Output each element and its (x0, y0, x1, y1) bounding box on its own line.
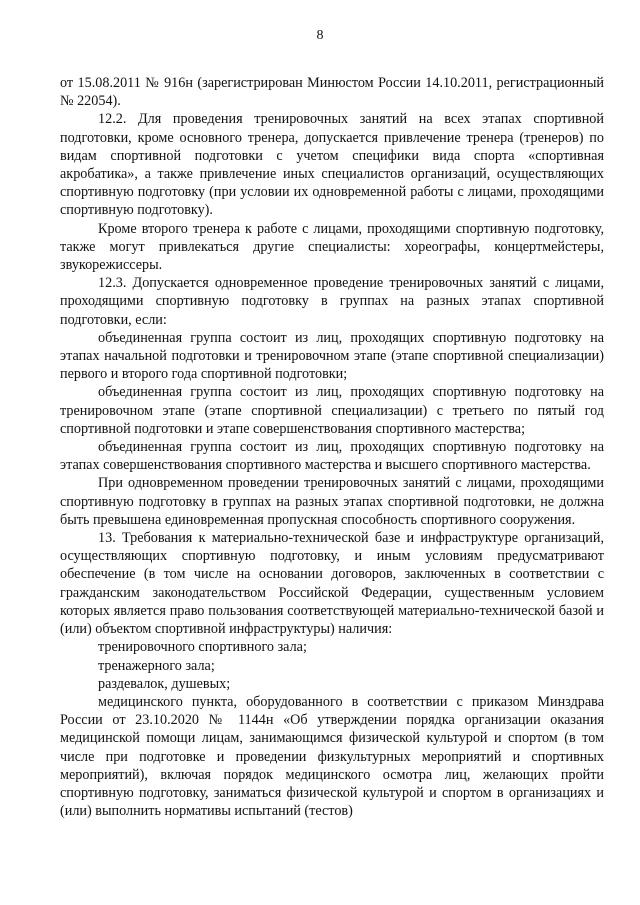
document-body (60, 74, 604, 820)
paragraph-continuation: от 15.08.2011 № 916н (зарегистрирован Минюстом России 14.10.2011, регистрационный № 22054). (60, 75, 604, 110)
facility-item-locker-rooms: раздевалок, душевых; (98, 675, 231, 692)
page-number: 8 (316, 28, 324, 43)
paragraph-13: 13. Требования к материально-технической базе и инфраструктуре организаций, осуществляющих спортивную подготовку, и иным условиям предусматривают обеспечение (в том числе на основании договоров, заключенных в соответствии с гражданским законодательством Российской Федерации, существенным условием которых является право пользования соответствующей материально-технической базой и (или) объектом спортивной инфраструктуры) наличия: (60, 530, 604, 638)
condition-item-1: объединенная группа состоит из лиц, проходящих спортивную подготовку на этапах начальной подготовки и тренировочном этапе (этапе спортивной специализации) первого и второго года спортивной подготовки; (60, 329, 604, 383)
condition-item-3: объединенная группа состоит из лиц, проходящих спортивную подготовку на этапах совершенствования спортивного мастерства и высшего спортивного мастерства. (60, 439, 604, 474)
paragraph-additional-specialists: Кроме второго тренера к работе с лицами, проходящими спортивную подготовку, также могут привлекаться другие специалисты: хореографы, концертмейстеры, звукорежиссеры. (60, 220, 604, 274)
condition-item-2: объединенная группа состоит из лиц, проходящих спортивную подготовку на тренировочном этапе (этапе спортивной специализации) с третьего по пятый год спортивной подготовки и этапе совершенствования спортивного мастерства; (60, 384, 604, 437)
paragraph-capacity: При одновременном проведении тренировочных занятий с лицами, проходящими спортивную подготовку в группах на разных этапах спортивной подготовки, не должна быть превышена единовременная пропускная способность спортивного сооружения. (60, 475, 604, 528)
paragraph-12-2: 12.2. Для проведения тренировочных занятий на всех этапах спортивной подготовки, кроме основного тренера, допускается привлечение тренера (тренеров) по видам спортивной подготовки с учетом специфики вида спорта «спортивная акробатика», а также привлечение иных специалистов организаций, осуществляющих спортивную подготовку (при условии их одновременной работы с лицами, проходящими спортивную подготовку). (60, 111, 604, 219)
facility-item-gym: тренажерного зала; (98, 657, 215, 674)
facility-item-training-hall: тренировочного спортивного зала; (98, 639, 307, 656)
paragraph-12-3: 12.3. Допускается одновременное проведение тренировочных занятий с лицами, проходящими спортивную подготовку в группах на разных этапах спортивной подготовки, если: (60, 275, 604, 328)
facility-item-medical-point: медицинского пункта, оборудованного в соответствии с приказом Минздрава России от 23.10.2020 № 1144н «Об утверждении порядка организации оказания медицинской помощи лицам, занимающимся физической культурой и спортом (в том числе при подготовке и проведении физкультурных мероприятий и спортивных мероприятий), включая порядок медицинского осмотра лиц, желающих пройти спортивную подготовку, заниматься физической культурой и спортом в организациях и (или) выполнить нормативы испытаний (тестов) (60, 693, 604, 820)
